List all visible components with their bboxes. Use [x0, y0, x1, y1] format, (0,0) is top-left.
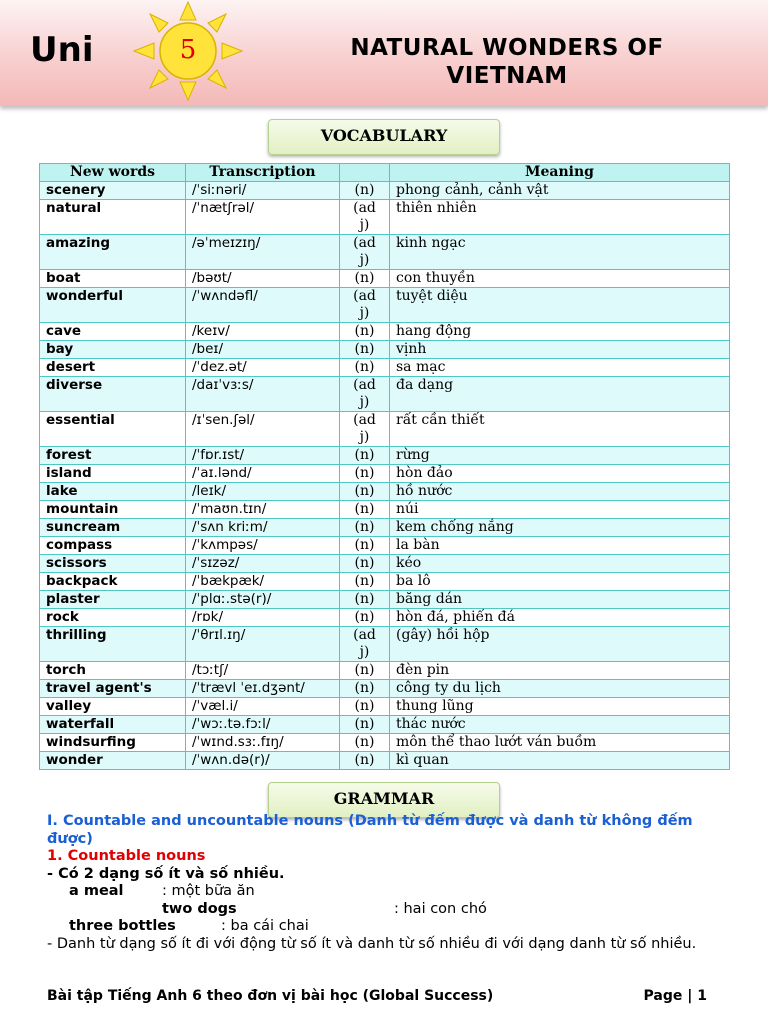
meaning-cell: hòn đá, phiến đá [390, 609, 730, 627]
part-of-speech-cell: (n) [340, 341, 390, 359]
table-row [40, 537, 730, 555]
part-of-speech-cell: (adj) [340, 377, 390, 412]
table-row [40, 323, 730, 341]
part-of-speech-cell: (n) [340, 591, 390, 609]
grammar-note: - Danh từ dạng số ít đi với động từ số ít và danh từ số nhiều đi với dạng danh từ số nhiều. [47, 935, 697, 952]
part-of-speech-cell: (n) [340, 359, 390, 377]
word-cell: valley [40, 698, 186, 716]
meaning-cell: thung lũng [390, 698, 730, 716]
part-of-speech-cell: (n) [340, 519, 390, 537]
transcription-cell: /ˈdez.ət/ [186, 359, 340, 377]
word-cell: windsurfing [40, 734, 186, 752]
transcription-cell: /daɪˈvɜːs/ [186, 377, 340, 412]
part-of-speech-cell: (adj) [340, 288, 390, 323]
word-cell: island [40, 465, 186, 483]
word-cell: lake [40, 483, 186, 501]
meaning-cell: hang động [390, 323, 730, 341]
transcription-cell: /ˈfɒr.ɪst/ [186, 447, 340, 465]
part-of-speech-cell: (n) [340, 680, 390, 698]
example-meaning: : hai con chó [394, 900, 487, 917]
part-of-speech-cell: (n) [340, 447, 390, 465]
table-row [40, 734, 730, 752]
transcription-cell: /ˈaɪ.lənd/ [186, 465, 340, 483]
meaning-cell: kì quan [390, 752, 730, 770]
transcription-cell: /ˈnætʃrəl/ [186, 200, 340, 235]
vocabulary-table-body [40, 182, 730, 770]
table-row [40, 609, 730, 627]
part-of-speech-cell: (adj) [340, 200, 390, 235]
table-row [40, 270, 730, 288]
table-row [40, 412, 730, 447]
part-of-speech-cell: (n) [340, 483, 390, 501]
meaning-cell: rất cần thiết [390, 412, 730, 447]
meaning-cell: thác nước [390, 716, 730, 734]
transcription-cell: /ˈθrɪl.ɪŋ/ [186, 627, 340, 662]
column-header-transcription: Transcription [186, 164, 340, 182]
meaning-cell: hồ nước [390, 483, 730, 501]
meaning-cell: phong cảnh, cảnh vật [390, 182, 730, 200]
transcription-cell: /ˈwɪnd.sɜː.fɪŋ/ [186, 734, 340, 752]
transcription-cell: /ˈwʌn.də(r)/ [186, 752, 340, 770]
table-row [40, 341, 730, 359]
transcription-cell: /ˈbækpæk/ [186, 573, 340, 591]
meaning-cell: môn thể thao lướt ván buồm [390, 734, 730, 752]
transcription-cell: /ˈwʌndəfl/ [186, 288, 340, 323]
part-of-speech-cell: (n) [340, 465, 390, 483]
word-cell: amazing [40, 235, 186, 270]
part-of-speech-cell: (n) [340, 698, 390, 716]
table-row [40, 716, 730, 734]
part-of-speech-cell: (adj) [340, 412, 390, 447]
grammar-section-label: GRAMMAR [268, 782, 500, 818]
page-number: Page | 1 [643, 988, 707, 1004]
word-cell: scissors [40, 555, 186, 573]
part-of-speech-cell: (n) [340, 734, 390, 752]
example-line [47, 918, 737, 936]
word-cell: wonder [40, 752, 186, 770]
meaning-cell: sa mạc [390, 359, 730, 377]
table-row [40, 288, 730, 323]
column-header-part-of-speech [340, 164, 390, 182]
part-of-speech-cell: (n) [340, 537, 390, 555]
word-cell: scenery [40, 182, 186, 200]
part-of-speech-cell: (n) [340, 555, 390, 573]
meaning-cell: băng dán [390, 591, 730, 609]
table-row [40, 447, 730, 465]
table-row [40, 573, 730, 591]
word-cell: wonderful [40, 288, 186, 323]
meaning-cell: công ty du lịch [390, 680, 730, 698]
vocabulary-section-label: VOCABULARY [268, 119, 500, 155]
part-of-speech-cell: (n) [340, 573, 390, 591]
word-cell: diverse [40, 377, 186, 412]
word-cell: forest [40, 447, 186, 465]
meaning-cell: (gây) hồi hộp [390, 627, 730, 662]
part-of-speech-cell: (n) [340, 270, 390, 288]
part-of-speech-cell: (adj) [340, 235, 390, 270]
page-title: NATURAL WONDERS OF VIETNAM [350, 35, 664, 89]
transcription-cell: /ˈsiːnəri/ [186, 182, 340, 200]
page-footer [47, 988, 707, 1004]
table-row [40, 555, 730, 573]
word-cell: waterfall [40, 716, 186, 734]
transcription-cell: /bəʊt/ [186, 270, 340, 288]
word-cell: boat [40, 270, 186, 288]
transcription-cell: /ˈplɑː.stə(r)/ [186, 591, 340, 609]
table-row [40, 519, 730, 537]
transcription-cell: /ˈkʌmpəs/ [186, 537, 340, 555]
word-cell: compass [40, 537, 186, 555]
word-cell: torch [40, 662, 186, 680]
table-row [40, 680, 730, 698]
table-row [40, 698, 730, 716]
table-row [40, 359, 730, 377]
table-row [40, 752, 730, 770]
table-row [40, 377, 730, 412]
table-row [40, 483, 730, 501]
word-cell: mountain [40, 501, 186, 519]
example-term: a meal [69, 883, 124, 899]
table-row [40, 182, 730, 200]
transcription-cell: /beɪ/ [186, 341, 340, 359]
part-of-speech-cell: (n) [340, 752, 390, 770]
transcription-cell: /ˈvæl.i/ [186, 698, 340, 716]
meaning-cell: thiên nhiên [390, 200, 730, 235]
meaning-cell: kéo [390, 555, 730, 573]
table-row [40, 662, 730, 680]
meaning-cell: kem chống nắng [390, 519, 730, 537]
example-term: three bottles [69, 918, 176, 934]
transcription-cell: /rɒk/ [186, 609, 340, 627]
meaning-cell: đa dạng [390, 377, 730, 412]
word-cell: backpack [40, 573, 186, 591]
transcription-cell: /ˈmaʊn.tɪn/ [186, 501, 340, 519]
word-cell: bay [40, 341, 186, 359]
part-of-speech-cell: (n) [340, 716, 390, 734]
example-term: two dogs [162, 900, 237, 917]
table-row [40, 591, 730, 609]
meaning-cell: la bàn [390, 537, 730, 555]
table-header-row [40, 164, 730, 182]
word-cell: essential [40, 412, 186, 447]
transcription-cell: /leɪk/ [186, 483, 340, 501]
table-row [40, 465, 730, 483]
word-cell: natural [40, 200, 186, 235]
example-meaning: : một bữa ăn [162, 883, 255, 899]
word-cell: desert [40, 359, 186, 377]
footer-book-title: Bài tập Tiếng Anh 6 theo đơn vị bài học (Global Success) [47, 988, 494, 1004]
grammar-heading: I. Countable and uncountable nouns (Danh từ đếm được và danh từ không đếm được) [47, 813, 693, 847]
table-row [40, 235, 730, 270]
transcription-cell: /ɪˈsen.ʃəl/ [186, 412, 340, 447]
page-header [0, 0, 768, 106]
unit-number: 5 [179, 35, 197, 65]
transcription-cell: /ˈwɔː.tə.fɔːl/ [186, 716, 340, 734]
meaning-cell: kinh ngạc [390, 235, 730, 270]
table-row [40, 627, 730, 662]
word-cell: thrilling [40, 627, 186, 662]
example-line [47, 883, 737, 901]
transcription-cell: /tɔːtʃ/ [186, 662, 340, 680]
meaning-cell: tuyệt diệu [390, 288, 730, 323]
example-line [47, 901, 737, 919]
grammar-subheading: 1. Countable nouns [47, 848, 206, 864]
meaning-cell: núi [390, 501, 730, 519]
meaning-cell: đèn pin [390, 662, 730, 680]
column-header-meaning: Meaning [390, 164, 730, 182]
example-meaning: : ba cái chai [221, 918, 309, 934]
word-cell: rock [40, 609, 186, 627]
part-of-speech-cell: (adj) [340, 627, 390, 662]
transcription-cell: /ˈtrævl ˈeɪ.dʒənt/ [186, 680, 340, 698]
table-row [40, 200, 730, 235]
grammar-rule: - Có 2 dạng số ít và số nhiều. [47, 865, 285, 882]
part-of-speech-cell: (n) [340, 182, 390, 200]
meaning-cell: ba lô [390, 573, 730, 591]
meaning-cell: hòn đảo [390, 465, 730, 483]
word-cell: travel agent's [40, 680, 186, 698]
part-of-speech-cell: (n) [340, 323, 390, 341]
meaning-cell: rừng [390, 447, 730, 465]
meaning-cell: vịnh [390, 341, 730, 359]
word-cell: suncream [40, 519, 186, 537]
word-cell: cave [40, 323, 186, 341]
column-header-new-words: New words [40, 164, 186, 182]
table-row [40, 501, 730, 519]
transcription-cell: /keɪv/ [186, 323, 340, 341]
grammar-content [47, 813, 737, 953]
meaning-cell: con thuyền [390, 270, 730, 288]
transcription-cell: /ˈsɪzəz/ [186, 555, 340, 573]
unit-label: Uni [30, 30, 94, 70]
part-of-speech-cell: (n) [340, 662, 390, 680]
part-of-speech-cell: (n) [340, 501, 390, 519]
part-of-speech-cell: (n) [340, 609, 390, 627]
transcription-cell: /ˈsʌn kriːm/ [186, 519, 340, 537]
word-cell: plaster [40, 591, 186, 609]
vocabulary-table [39, 163, 730, 770]
transcription-cell: /əˈmeɪzɪŋ/ [186, 235, 340, 270]
